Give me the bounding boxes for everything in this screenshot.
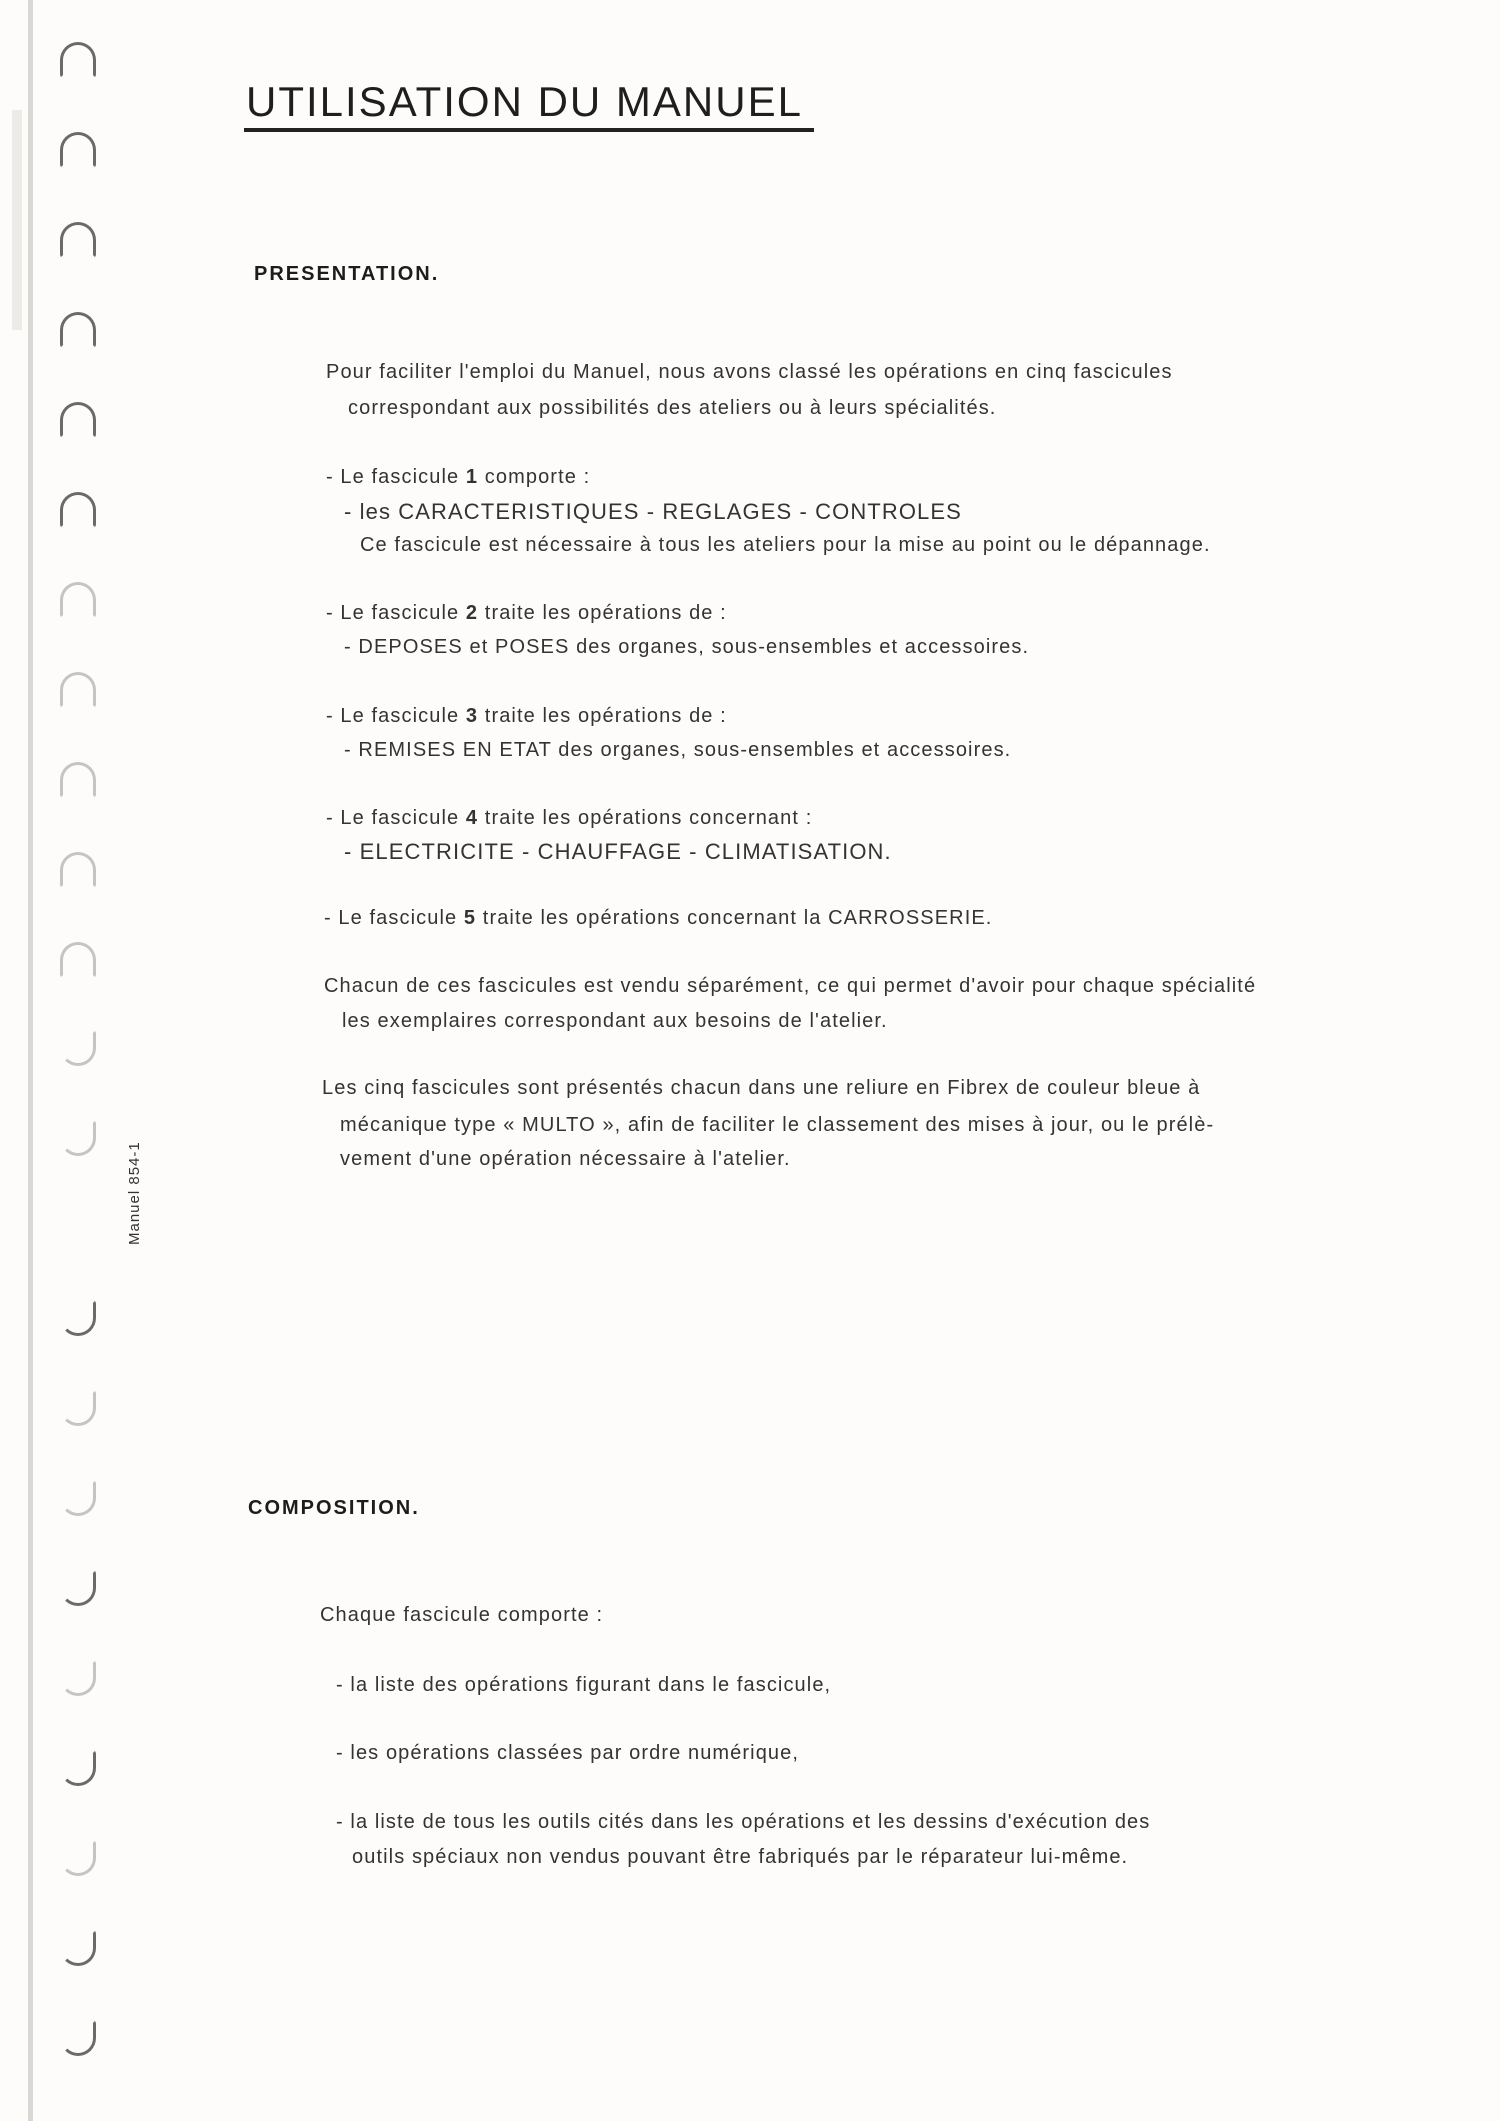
composition-intro: Chaque fascicule comporte : — [320, 1604, 604, 1626]
fascicule-number: 2 — [465, 602, 479, 624]
binder-hole-icon — [60, 492, 96, 528]
fascicule-prefix: - Le fascicule — [326, 602, 466, 624]
fascicule-prefix: - Le fascicule — [326, 466, 466, 488]
binder-hole-icon — [60, 1660, 96, 1696]
composition-item-3-line-2: outils spéciaux non vendus pouvant être fabriqués par le réparateur lui-même. — [352, 1846, 1129, 1868]
binder-hole-icon — [60, 852, 96, 888]
sales-line-2: les exemplaires correspondant aux besoins de l'atelier. — [342, 1010, 888, 1032]
presentation-intro-line-2: correspondant aux possibilités des ateliers ou à leurs spécialités. — [348, 397, 997, 419]
fascicule-prefix: - Le fascicule — [326, 705, 466, 727]
binder-hole-icon — [60, 762, 96, 798]
binder-hole-icon — [60, 2020, 96, 2056]
fascicule-suffix: traite les opérations concernant la CARROSSERIE. — [476, 907, 993, 929]
binder-hole-icon — [60, 1750, 96, 1786]
fascicule-5-line — [324, 907, 992, 930]
binder-hole-icon — [60, 1570, 96, 1606]
binder-shade — [12, 110, 22, 330]
composition-item-3-line-1: - la liste de tous les outils cités dans les opérations et les dessins d'exécution des — [336, 1811, 1151, 1833]
page-title: UTILISATION DU MANUEL — [246, 78, 803, 125]
binder-hole-icon — [60, 1480, 96, 1516]
presentation-heading: PRESENTATION. — [254, 263, 440, 285]
binder-hole-icon — [60, 222, 96, 258]
binder-hole-icon — [60, 1840, 96, 1876]
fascicule-3-item: - REMISES EN ETAT des organes, sous-ensembles et accessoires. — [344, 739, 1012, 761]
fascicule-4-item: - ELECTRICITE - CHAUFFAGE - CLIMATISATION. — [344, 839, 892, 864]
binding-line-3: vement d'une opération nécessaire à l'atelier. — [340, 1148, 791, 1170]
manual-reference-label: Manuel 854-1 — [126, 1141, 143, 1245]
fascicule-prefix: - Le fascicule — [324, 907, 464, 929]
fascicule-number: 3 — [465, 705, 479, 727]
fascicule-suffix: traite les opérations de : — [478, 602, 727, 624]
fascicule-number: 4 — [465, 807, 479, 829]
fascicule-2-item: - DEPOSES et POSES des organes, sous-ensembles et accessoires. — [344, 636, 1030, 658]
binding-line-2: mécanique type « MULTO », afin de faciliter le classement des mises à jour, ou le prélè- — [340, 1114, 1215, 1136]
binder-hole-icon — [60, 672, 96, 708]
binder-hole-icon — [60, 312, 96, 348]
sales-line-1: Chacun de ces fascicules est vendu séparément, ce qui permet d'avoir pour chaque spécialité — [324, 975, 1257, 997]
binder-edge — [28, 0, 33, 2121]
presentation-intro-line-1: Pour faciliter l'emploi du Manuel, nous avons classé les opérations en cinq fascicules — [326, 361, 1173, 383]
fascicule-suffix: traite les opérations de : — [478, 705, 727, 727]
fascicule-suffix: comporte : — [478, 466, 591, 488]
binder-hole-icon — [60, 942, 96, 978]
binder-hole-icon — [60, 402, 96, 438]
fascicule-1-item: - les CARACTERISTIQUES - REGLAGES - CONTROLES — [344, 499, 962, 524]
composition-item-1: - la liste des opérations figurant dans le fascicule, — [336, 1674, 832, 1696]
composition-heading: COMPOSITION. — [248, 1497, 420, 1519]
fascicule-1-note: Ce fascicule est nécessaire à tous les ateliers pour la mise au point ou le dépannage. — [360, 534, 1211, 556]
binder-hole-icon — [60, 1930, 96, 1966]
title-underline — [244, 128, 814, 132]
binding-line-1: Les cinq fascicules sont présentés chacun dans une reliure en Fibrex de couleur bleue à — [322, 1077, 1201, 1099]
fascicule-number: 1 — [465, 466, 479, 488]
fascicule-prefix: - Le fascicule — [326, 807, 466, 829]
fascicule-number: 5 — [463, 907, 477, 929]
binder-hole-icon — [60, 1390, 96, 1426]
fascicule-3-line — [326, 705, 727, 728]
binder-hole-icon — [60, 582, 96, 618]
fascicule-4-line — [326, 807, 812, 830]
fascicule-1-line — [326, 466, 590, 489]
fascicule-suffix: traite les opérations concernant : — [478, 807, 813, 829]
binder-hole-icon — [60, 1300, 96, 1336]
binder-hole-icon — [60, 42, 96, 78]
binder-hole-icon — [60, 1120, 96, 1156]
fascicule-2-line — [326, 602, 727, 625]
composition-item-2: - les opérations classées par ordre numérique, — [336, 1742, 800, 1764]
binder-hole-icon — [60, 1030, 96, 1066]
binder-hole-icon — [60, 132, 96, 168]
